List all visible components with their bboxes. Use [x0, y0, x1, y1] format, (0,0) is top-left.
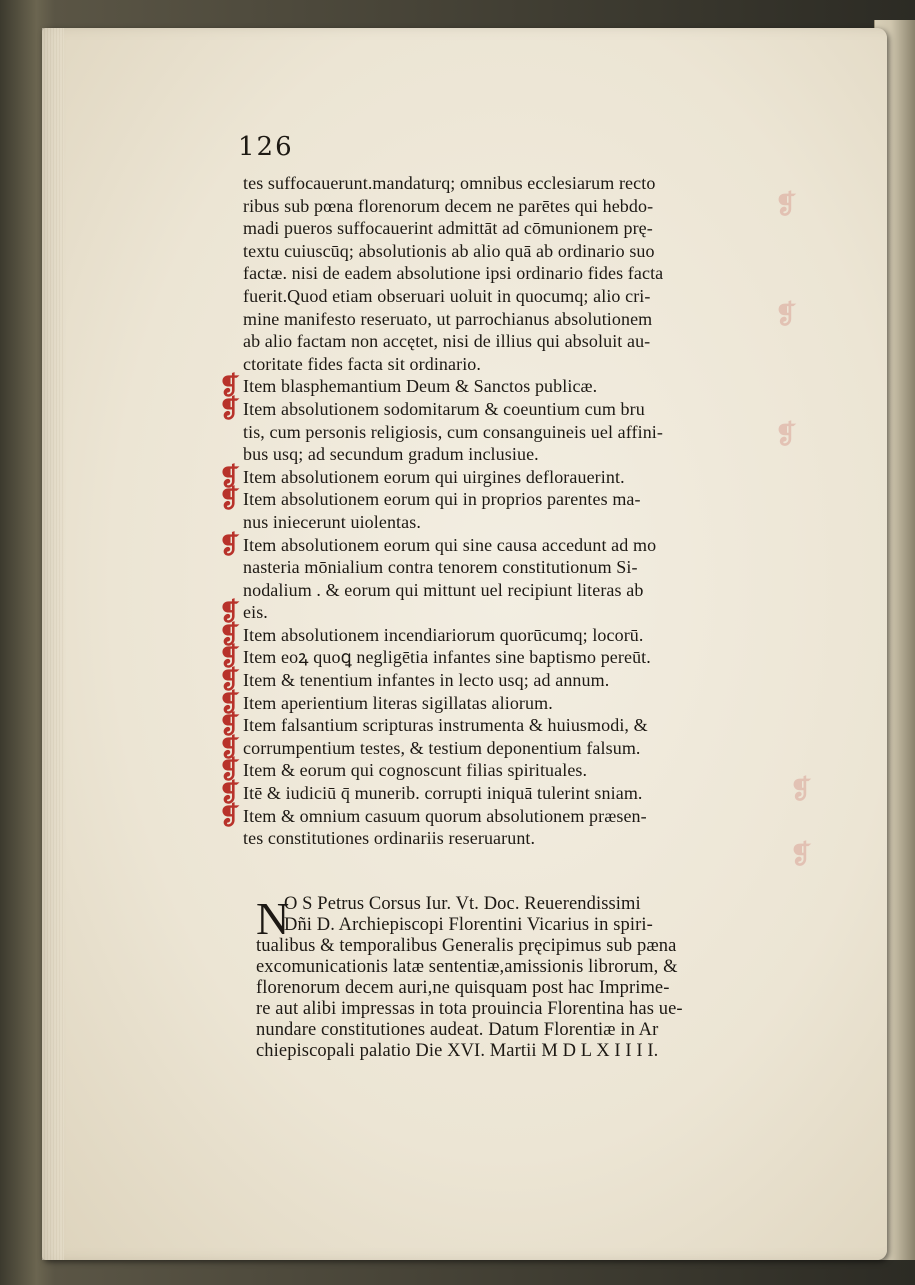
text-line-content: ctoritate fides facta sit ordinario. — [243, 353, 482, 374]
colophon-line: florenorum decem auri,ne quisquam post hac Imprime- — [256, 978, 670, 998]
main-text-block — [219, 172, 783, 850]
rubric-paragraph-mark-icon: ❡ — [219, 800, 241, 830]
rubric-paragraph-mark-icon: ❡ — [219, 732, 241, 762]
page-gutter-edges — [42, 28, 64, 1260]
text-line — [243, 353, 783, 376]
rubric-paragraph-mark-icon: ❡ — [219, 642, 241, 672]
text-line-content: Item aperientium literas sigillatas aliorum. — [243, 692, 553, 713]
text-line-content: textu cuiuscūq; absolutionis ab alio quā ab ordinario suo — [243, 240, 655, 261]
rubric-paragraph-mark-icon: ❡ — [219, 778, 241, 808]
showthrough-mark: ❡ — [790, 775, 812, 805]
rubric-paragraph-mark-icon: ❡ — [219, 484, 241, 514]
text-line — [243, 217, 783, 240]
text-line-content: tes suffocauerunt.mandaturq; omnibus ecclesiarum recto — [243, 173, 656, 193]
text-line-content: tes constitutiones ordinariis reseruarunt. — [243, 828, 536, 849]
colophon-paragraph — [256, 894, 786, 1062]
colophon-line: Dñi D. Archiepiscopi Florentini Vicarius in spiri- — [284, 915, 653, 935]
text-line — [219, 710, 783, 740]
colophon-line: O S Petrus Corsus Iur. Vt. Doc. Reuerendissimi — [284, 894, 641, 914]
rubric-paragraph-mark-icon: ❡ — [219, 597, 241, 627]
rubric-paragraph-mark-icon: ❡ — [219, 665, 241, 695]
text-line-content: Item blasphemantium Deum & Sanctos publicæ. — [243, 376, 598, 397]
text-line-content: eis. — [243, 602, 268, 623]
page-number: 126 — [238, 132, 294, 162]
text-line — [219, 529, 783, 559]
text-line — [219, 778, 783, 808]
text-line — [219, 393, 783, 423]
text-line-content: tis, cum personis religiosis, cum consanguineis uel affini- — [243, 421, 663, 442]
showthrough-mark: ❡ — [775, 300, 797, 330]
text-line — [219, 642, 783, 672]
text-line — [243, 511, 783, 534]
text-line — [243, 285, 783, 308]
text-line — [243, 308, 783, 331]
rubric-paragraph-mark-icon: ❡ — [219, 619, 241, 649]
text-line — [219, 484, 783, 514]
text-line — [219, 461, 783, 491]
text-line — [243, 172, 783, 195]
text-line — [243, 827, 783, 850]
text-line-content: Item absolutionem eorum qui in proprios parentes ma- — [243, 489, 641, 510]
text-line-content: Item & omnium casuum quorum absolutionem præsen- — [243, 805, 647, 826]
text-line-content: Item absolutionem eorum qui sine causa accedunt ad mo — [243, 534, 657, 555]
text-line — [219, 371, 783, 401]
rubric-paragraph-mark-icon: ❡ — [219, 755, 241, 785]
text-line — [243, 240, 783, 263]
text-line-content: Item falsantium scripturas instrumenta & huiusmodi, & — [243, 715, 648, 736]
showthrough-mark: ❡ — [790, 840, 812, 870]
text-line — [243, 579, 783, 602]
text-line-content: nasteria mōnialium contra tenorem constitutionum Si- — [243, 557, 638, 578]
text-line — [219, 597, 783, 627]
colophon-line: tualibus & temporalibus Generalis pręcipimus sub pæna — [256, 936, 677, 956]
text-line — [219, 755, 783, 785]
colophon-line: chiepiscopali palatio Die XVI. Martii M D L X I I I I. — [256, 1041, 659, 1061]
rubric-paragraph-mark-icon: ❡ — [219, 687, 241, 717]
text-line-content: ab alio factam non accętet, nisi de illius qui absoluit au- — [243, 331, 651, 352]
text-line — [219, 619, 783, 649]
text-line-content: nodalium . & eorum qui mittunt uel recipiunt literas ab — [243, 579, 644, 600]
text-line — [243, 556, 783, 579]
rubric-paragraph-mark-icon: ❡ — [219, 371, 241, 401]
text-line-content: mine manifesto reseruato, ut parrochianus absolutionem — [243, 308, 653, 329]
text-line-content: Item & eorum qui cognoscunt filias spirituales. — [243, 760, 588, 781]
text-line-content: Item absolutionem incendiariorum quorūcumq; locorū. — [243, 624, 644, 645]
rubric-paragraph-mark-icon: ❡ — [219, 461, 241, 491]
text-line — [243, 195, 783, 218]
rubric-paragraph-mark-icon: ❡ — [219, 710, 241, 740]
text-line-content: ribus sub pœna florenorum decem ne parētes qui hebdo- — [243, 195, 654, 216]
rubric-paragraph-mark-icon: ❡ — [219, 529, 241, 559]
text-line-content: Item eoꝝ quoꝗ negligētia infantes sine baptismo pereūt. — [243, 647, 651, 668]
text-line-content: factæ. nisi de eadem absolutione ipsi ordinario fides facta — [243, 263, 664, 284]
text-line-content: Item absolutionem sodomitarum & coeuntium cum bru — [243, 398, 645, 419]
rubric-paragraph-mark-icon: ❡ — [219, 393, 241, 423]
text-line-content: bus usq; ad secundum gradum inclusiue. — [243, 444, 539, 465]
text-line-content: Item absolutionem eorum qui uirgines deflorauerint. — [243, 466, 625, 487]
text-line-content: fuerit.Quod etiam obseruari uoluit in quocumq; alio cri- — [243, 285, 651, 306]
text-line — [219, 687, 783, 717]
text-line — [243, 443, 783, 466]
text-line — [219, 732, 783, 762]
text-line-content: Itē & iudiciū q̄ munerib. corrupti iniquā tulerint sniam. — [243, 783, 643, 804]
drop-cap-initial: N — [256, 893, 290, 944]
text-line-content: nus iniecerunt uiolentas. — [243, 511, 421, 532]
colophon-line: excomunicationis latæ sententiæ,amissionis librorum, & — [256, 957, 678, 977]
text-line — [243, 262, 783, 285]
text-line — [243, 330, 783, 353]
showthrough-mark: ❡ — [775, 190, 797, 220]
text-line-content: Item & tenentium infantes in lecto usq; ad annum. — [243, 670, 610, 691]
text-line — [219, 665, 783, 695]
colophon-line: re aut alibi impressas in tota prouincia Florentina has ue- — [256, 999, 683, 1019]
text-line-content: madi pueros suffocauerint admittāt ad cōmunionem prę- — [243, 218, 653, 239]
text-line-content: corrumpentium testes, & testium deponentium falsum. — [243, 737, 641, 758]
text-line — [243, 421, 783, 444]
text-line — [219, 800, 783, 830]
showthrough-mark: ❡ — [775, 420, 797, 450]
colophon-line: nundare constitutiones audeat. Datum Florentiæ in Ar — [256, 1020, 659, 1040]
